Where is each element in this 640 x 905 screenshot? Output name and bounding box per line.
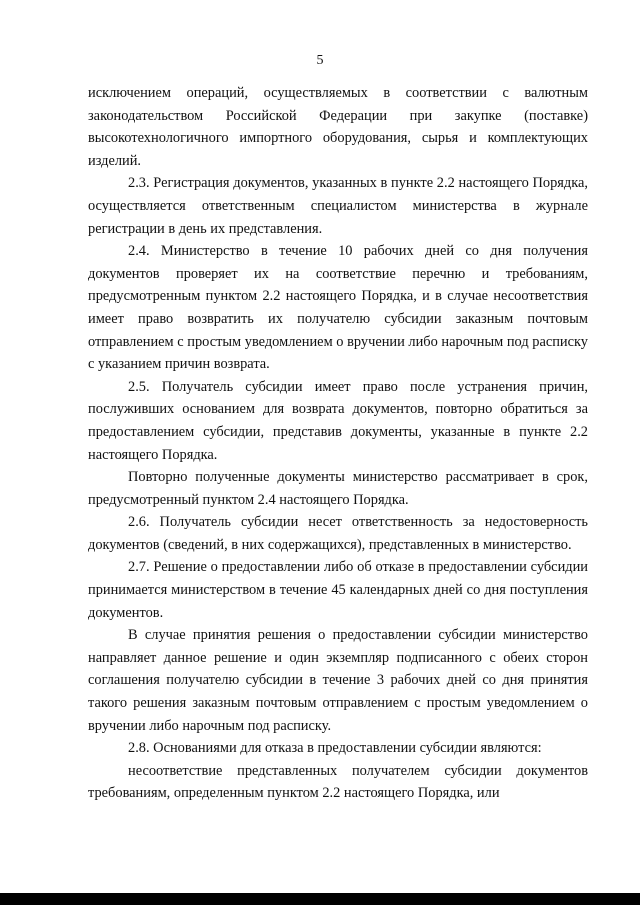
- body-text: [88, 82, 588, 805]
- scan-bottom-edge: [0, 893, 640, 905]
- paragraph-continuation: исключением операций, осуществляемых в соответствии с валютным законодательством Российской Федерации при закупке (поставке) высокотехнологичного импортного оборудования, сырья и комплектующих изделий.: [88, 85, 588, 169]
- paragraph-2-6: 2.6. Получатель субсидии несет ответственность за недостоверность документов (сведений, в них содержащихся), представленных в министерство.: [88, 514, 588, 553]
- paragraph-refusal-ground: несоответствие представленных получателем субсидии документов требованиям, определенным пунктом 2.2 настоящего Порядка, или: [88, 762, 588, 802]
- paragraph-2-3: 2.3. Регистрация документов, указанных в пункте 2.2 настоящего Порядка, осуществляется ответственным специалистом министерства в журнале регистрации в день их представления.: [88, 175, 588, 237]
- paragraph-resubmission: Повторно полученные документы министерство рассматривает в срок, предусмотренный пунктом 2.4 настоящего Порядка.: [88, 469, 588, 508]
- paragraph-2-8: 2.8. Основаниями для отказа в предоставлении субсидии являются:: [128, 740, 542, 757]
- page-number: 5: [316, 53, 324, 68]
- paragraph-2-5: 2.5. Получатель субсидии имеет право после устранения причин, послуживших основанием для возврата документов, повторно обратиться за предоставлением субсидии, представив документы, указанные в пункте 2.2 настоящего Порядка.: [88, 378, 588, 463]
- paragraph-2-4: 2.4. Министерство в течение 10 рабочих дней со дня получения документов проверяет их на соответствие перечню и требованиям, предусмотренным пунктом 2.2 настоящего Порядка, и в случае несоответствия имеет право возвратить их получателю субсидии заказным почтовым отправлением с простым уведомлением о вручении либо нарочным под расписку с указанием причин возврата.: [88, 243, 588, 373]
- paragraph-decision: В случае принятия решения о предоставлении субсидии министерство направляет данное решение и один экземпляр подписанного с обеих сторон соглашения получателю субсидии в течение 3 рабочих дней со дня принятия такого решения заказным почтовым отправлением с простым уведомлением о вручении либо нарочным под расписку.: [88, 627, 588, 734]
- paragraph-2-7: 2.7. Решение о предоставлении либо об отказе в предоставлении субсидии принимается министерством в течение 45 календарных дней со дня поступления документов.: [88, 559, 588, 621]
